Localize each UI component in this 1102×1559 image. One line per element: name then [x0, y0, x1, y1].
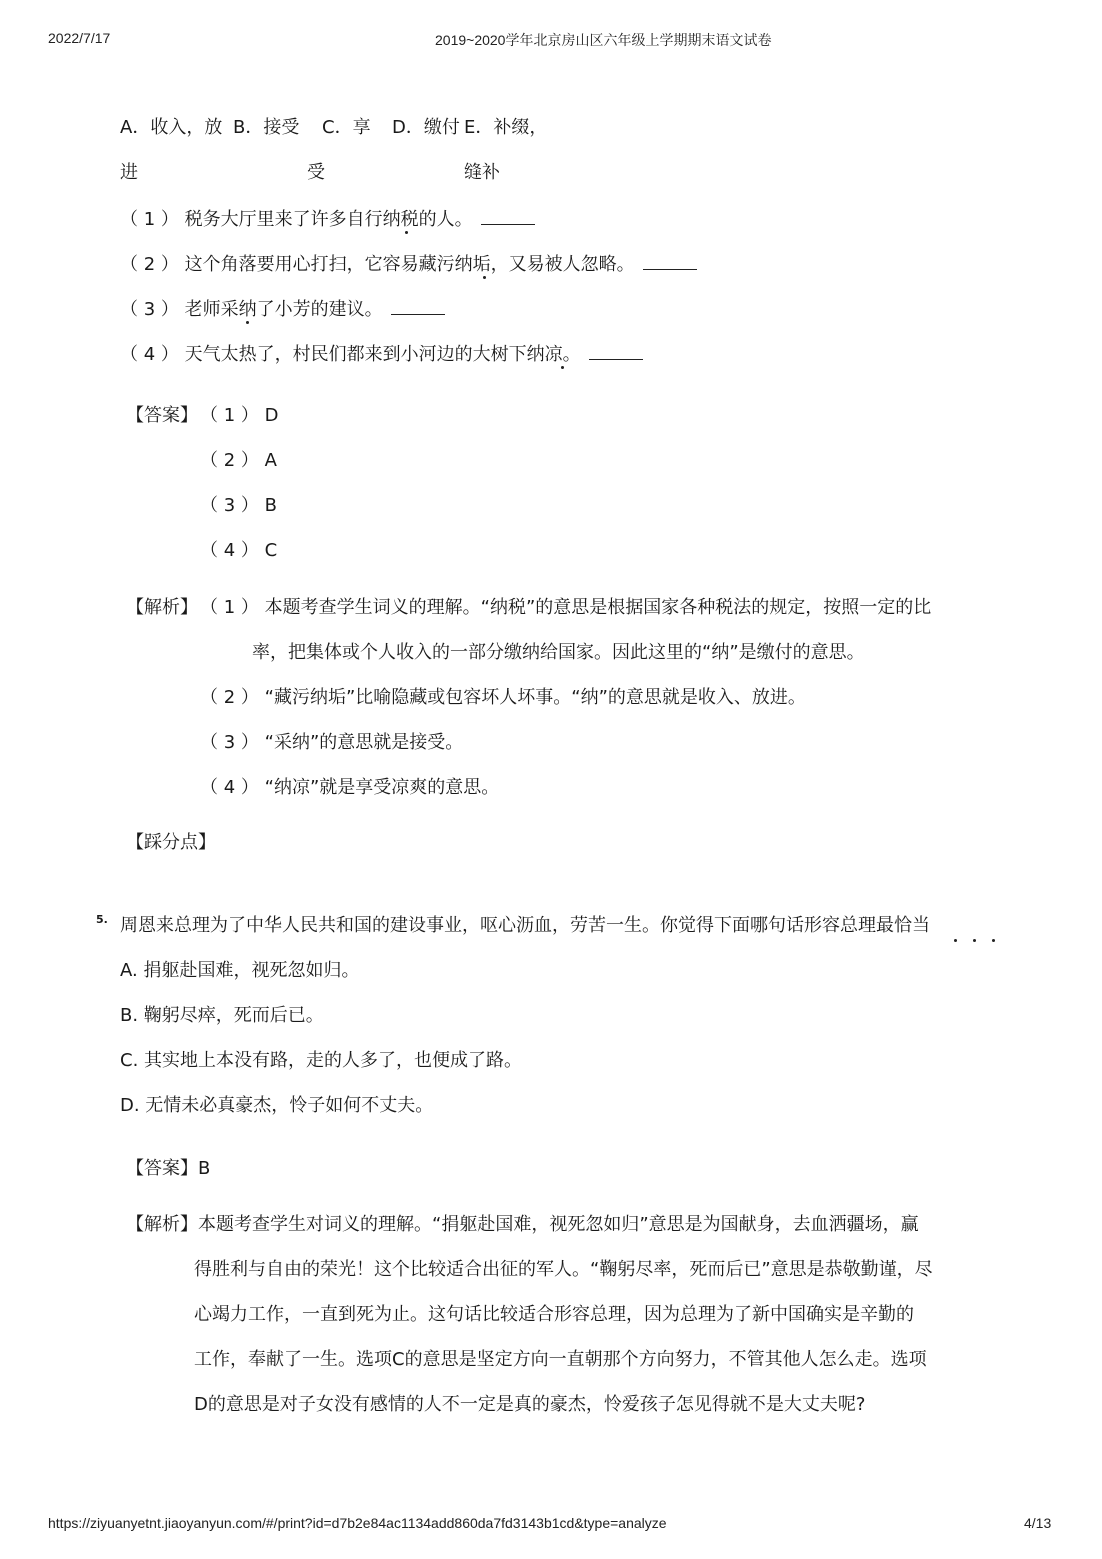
option-a: A．收入，放 — [120, 117, 223, 138]
answer-blank[interactable] — [391, 296, 445, 315]
q5-option-b: B. 鞠躬尽瘁，死而后已。 — [120, 1005, 324, 1026]
q5-analysis-line: 心竭力工作，一直到死为止。这句话比较适合形容总理，因为总理为了新中国确实是辛勤的 — [194, 1304, 914, 1325]
q4-item-4 — [120, 341, 643, 367]
q4-item-1 — [120, 206, 535, 232]
analysis-line: （ 4 ） “纳凉”就是享受凉爽的意思。 — [200, 777, 500, 798]
page-url[interactable]: https://ziyuanyetnt.jiaoyanyun.com/#/print?id=d7b2e84ac1134add860da7fd3143b1cd&type=analyze — [48, 1515, 667, 1531]
emphasis-dot — [483, 276, 486, 279]
page-number: 4/13 — [1024, 1515, 1052, 1531]
analysis-line: （ 3 ） “采纳”的意思就是接受。 — [200, 732, 464, 753]
q4-item-1-text: （ 1 ） 税务大厅里来了许多自行纳税的人。 — [120, 209, 473, 230]
analysis-line: （ 1 ） 本题考查学生词义的理解。“纳税”的意思是根据国家各种税法的规定，按照一定的比 — [200, 597, 932, 618]
option-c-cont: 受 — [307, 162, 325, 183]
q5-option-d: D. 无情未必真豪杰，怜子如何不丈夫。 — [120, 1095, 434, 1116]
emphasis-dot — [973, 939, 976, 942]
q5-option-c: C. 其实地上本没有路，走的人多了，也便成了路。 — [120, 1050, 523, 1071]
answer-1: （ 1 ） D — [200, 405, 279, 426]
answer-4: （ 4 ） C — [200, 540, 278, 561]
option-b: B．接受 — [233, 117, 300, 138]
emphasis-dot — [954, 939, 957, 942]
q4-item-2 — [120, 251, 697, 277]
document-title: 2019~2020学年北京房山区六年级上学期期末语文试卷 — [435, 32, 772, 48]
q5-stem: 周恩来总理为了中华人民共和国的建设事业，呕心沥血，劳苦一生。你觉得下面哪句话形容总理最恰当 — [120, 915, 930, 936]
answer-3: （ 3 ） B — [200, 495, 277, 516]
q5-analysis-line: 得胜利与自由的荣光！这个比较适合出征的军人。“鞠躬尽率，死而后已”意思是恭敬勤谨，尽 — [194, 1259, 933, 1280]
analysis-line: 率，把集体或个人收入的一部分缴纳给国家。因此这里的“纳”是缴付的意思。 — [252, 642, 865, 663]
q5-analysis-line: 工作，奉献了一生。选项C的意思是坚定方向一直朝那个方向努力，不管其他人怎么走。选项 — [194, 1349, 927, 1370]
option-d: D．缴付 — [392, 117, 460, 138]
q5-analysis-line: 【解析】本题考查学生对词义的理解。“捐躯赴国难，视死忽如归”意思是为国献身，去血洒疆场，赢 — [126, 1214, 919, 1235]
q5-analysis-line: D的意思是对子女没有感情的人不一定是真的豪杰，怜爱孩子怎见得就不是大丈夫呢? — [194, 1394, 866, 1415]
q5-option-a: A. 捐躯赴国难，视死忽如归。 — [120, 960, 360, 981]
analysis-line: （ 2 ） “藏污纳垢”比喻隐藏或包容坏人坏事。“纳”的意思就是收入、放进。 — [200, 687, 806, 708]
answer-2: （ 2 ） A — [200, 450, 277, 471]
q4-item-2-text: （ 2 ） 这个角落要用心打扫，它容易藏污纳垢，又易被人忽略。 — [120, 254, 635, 275]
emphasis-dot — [561, 366, 564, 369]
option-a-cont: 进 — [120, 162, 138, 183]
answer-label: 【答案】 — [126, 405, 198, 426]
answer-blank[interactable] — [589, 341, 643, 360]
option-e-cont: 缝补 — [464, 162, 500, 183]
question-number: 5. — [96, 913, 108, 926]
emphasis-dot — [992, 939, 995, 942]
scoring-points-label: 【踩分点】 — [126, 832, 216, 853]
analysis-label: 【解析】 — [126, 597, 198, 618]
q4-item-4-text: （ 4 ） 天气太热了，村民们都来到小河边的大树下纳凉。 — [120, 344, 581, 365]
q5-answer: 【答案】B — [126, 1158, 211, 1179]
answer-blank[interactable] — [643, 251, 697, 270]
option-e: E．补缀， — [464, 117, 548, 138]
emphasis-dot — [246, 321, 249, 324]
q4-item-3-text: （ 3 ） 老师采纳了小芳的建议。 — [120, 299, 383, 320]
option-c: C．享 — [322, 117, 371, 138]
answer-blank[interactable] — [481, 206, 535, 225]
q4-item-3 — [120, 296, 445, 322]
emphasis-dot — [405, 231, 408, 234]
print-date: 2022/7/17 — [48, 30, 111, 46]
